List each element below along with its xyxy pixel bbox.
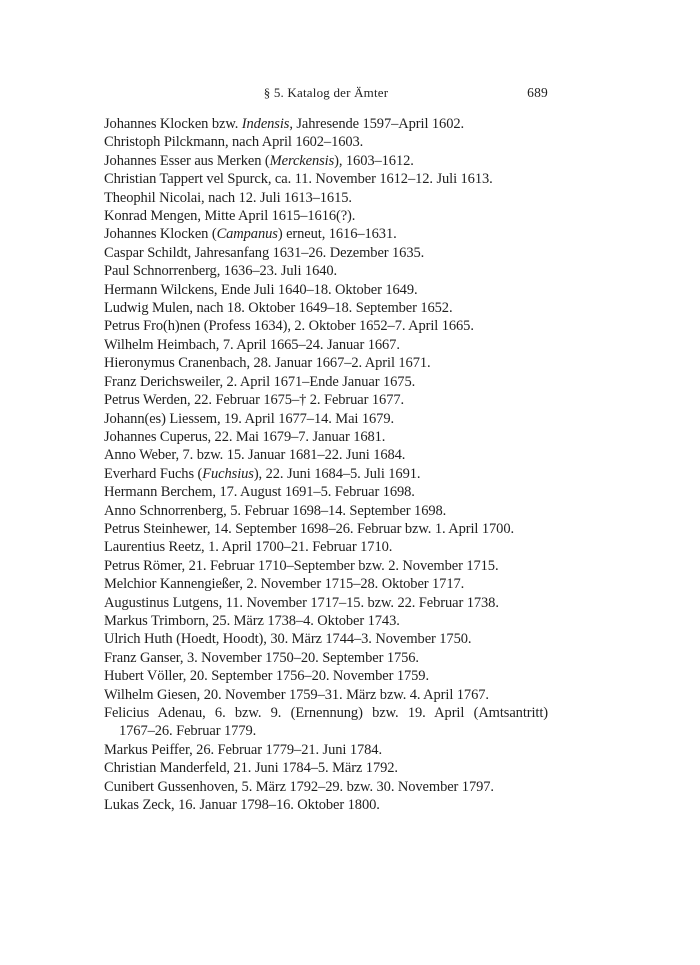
catalog-entry: Lukas Zeck, 16. Januar 1798–16. Oktober 1800. <box>104 797 380 814</box>
catalog-entry: Petrus Steinhewer, 14. September 1698–26. Februar bzw. 1. April 1700. <box>104 520 514 537</box>
section-heading: § 5. Katalog der Ämter <box>263 85 389 100</box>
catalog-entry: Markus Trimborn, 25. März 1738–4. Oktober 1743. <box>104 612 400 629</box>
catalog-entry: Hieronymus Cranenbach, 28. Januar 1667–2. April 1671. <box>104 355 431 372</box>
catalog-entry: Petrus Fro(h)nen (Profess 1634), 2. Oktober 1652–7. April 1665. <box>104 318 474 335</box>
catalog-entry: Petrus Werden, 22. Februar 1675–† 2. Februar 1677. <box>104 392 405 409</box>
catalog-entry: Christoph Pilckmann, nach April 1602–1603. <box>104 134 364 151</box>
catalog-entry: Johann(es) Liessem, 19. April 1677–14. Mai 1679. <box>104 410 395 427</box>
catalog-entry: Augustinus Lutgens, 11. November 1717–15. bzw. 22. Februar 1738. <box>104 594 499 611</box>
catalog-entry: Paul Schnorrenberg, 1636–23. Juli 1640. <box>104 263 338 280</box>
catalog-entry: Johannes Klocken (Campanus) erneut, 1616–1631. <box>104 226 397 243</box>
catalog-entry: Johannes Esser aus Merken (Merckensis), 1603–1612. <box>104 152 414 169</box>
catalog-entry: Johannes Klocken bzw. Indensis, Jahresende 1597–April 1602. <box>104 116 465 132</box>
catalog-entry: Hubert Völler, 20. September 1756–20. November 1759. <box>104 668 429 685</box>
catalog-entry: Cunibert Gussenhoven, 5. März 1792–29. bzw. 30. November 1797. <box>104 778 494 795</box>
catalog-entry: Ulrich Huth (Hoedt, Hoodt), 30. März 1744–3. November 1750. <box>104 631 472 648</box>
catalog-entry: Hermann Wilckens, Ende Juli 1640–18. Oktober 1649. <box>104 281 418 298</box>
catalog-entry: Ludwig Mulen, nach 18. Oktober 1649–18. September 1652. <box>104 300 453 317</box>
page-number: 689 <box>527 84 548 100</box>
running-head <box>104 85 548 101</box>
catalog-entry: Christian Manderfeld, 21. Juni 1784–5. März 1792. <box>104 760 398 777</box>
catalog-entry: Everhard Fuchs (Fuchsius), 22. Juni 1684–5. Juli 1691. <box>104 465 421 482</box>
catalog-entry: Hermann Berchem, 17. August 1691–5. Februar 1698. <box>104 484 415 501</box>
catalog-entry: Caspar Schildt, Jahresanfang 1631–26. Dezember 1635. <box>104 244 425 261</box>
catalog-entry: Felicius Adenau, 6. bzw. 9. (Ernennung) bzw. 19. April (Amtsantritt) 1767–26. Februar 1779. <box>104 705 548 740</box>
catalog-entry: Christian Tappert vel Spurck, ca. 11. November 1612–12. Juli 1613. <box>104 171 493 188</box>
catalog-entry: Franz Ganser, 3. November 1750–20. September 1756. <box>104 649 419 666</box>
catalog-entry: Franz Derichsweiler, 2. April 1671–Ende Januar 1675. <box>104 373 416 390</box>
catalog-entry: Markus Peiffer, 26. Februar 1779–21. Juni 1784. <box>104 741 382 758</box>
catalog-entry: Wilhelm Giesen, 20. November 1759–31. März bzw. 4. April 1767. <box>104 686 489 703</box>
catalog-entry: Anno Schnorrenberg, 5. Februar 1698–14. September 1698. <box>104 502 447 519</box>
catalog-entry: Theophil Nicolai, nach 12. Juli 1613–1615. <box>104 189 352 206</box>
catalog-entry: Melchior Kannengießer, 2. November 1715–28. Oktober 1717. <box>104 576 465 593</box>
catalog-list <box>104 115 548 814</box>
catalog-entry: Petrus Römer, 21. Februar 1710–September bzw. 2. November 1715. <box>104 557 499 574</box>
catalog-entry: Anno Weber, 7. bzw. 15. Januar 1681–22. Juni 1684. <box>104 447 406 464</box>
catalog-entry: Konrad Mengen, Mitte April 1615–1616(?). <box>104 208 356 225</box>
catalog-entry: Wilhelm Heimbach, 7. April 1665–24. Januar 1667. <box>104 336 400 353</box>
catalog-entry: Johannes Cuperus, 22. Mai 1679–7. Januar 1681. <box>104 428 386 445</box>
catalog-entry: Laurentius Reetz, 1. April 1700–21. Februar 1710. <box>104 539 393 556</box>
